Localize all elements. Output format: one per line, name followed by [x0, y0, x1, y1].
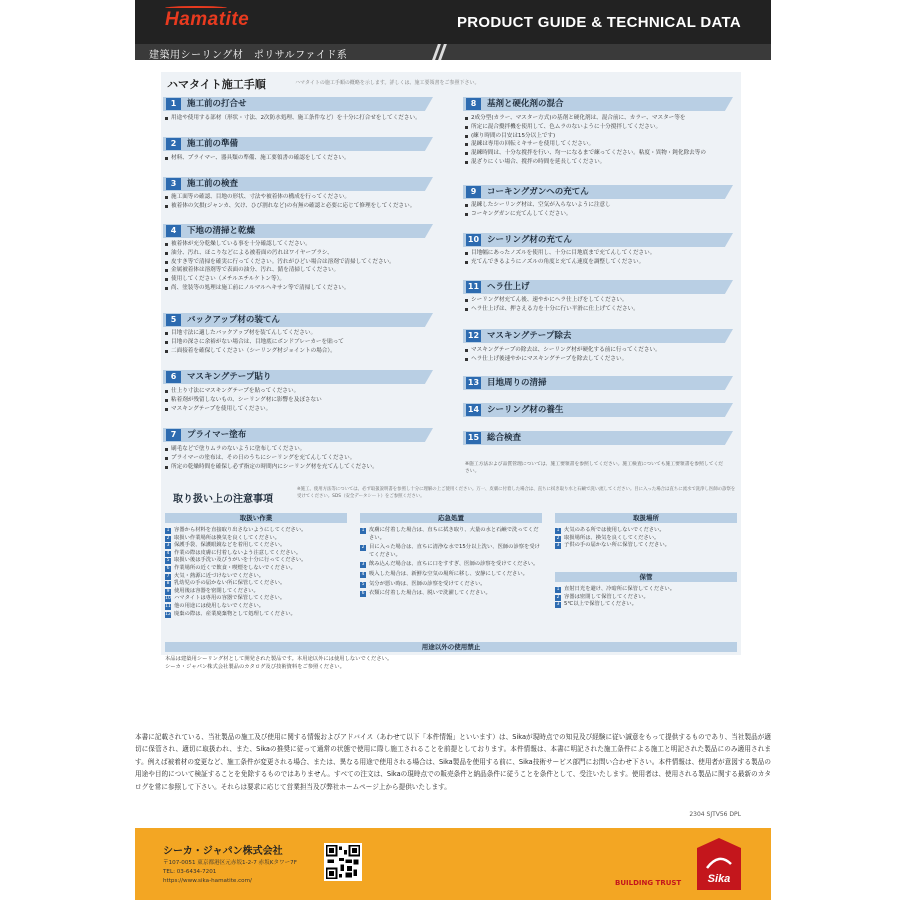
list-item — [165, 580, 347, 588]
step-number: 7 — [166, 429, 181, 441]
list-item-text: 取扱場所は、換気を良くしてください。 — [564, 534, 660, 541]
list-item-text: 衣類に付着した場合は、脱いで洗濯してください。 — [369, 590, 491, 597]
list-item-text: 使用後は容器を密閉してください。 — [174, 587, 259, 594]
step-number: 12 — [467, 331, 480, 340]
footer-tel: TEL: 03-6434-7201 — [163, 869, 217, 875]
step-text-line: 尚、塗装等の処理は施工前にノルマルヘキサン等で清掃してください。 — [165, 284, 440, 293]
handling-col-storage-head: 保管 — [555, 572, 737, 582]
list-item-text: 乳幼児の手の届かない所に保管してください。 — [174, 580, 286, 587]
step-text-line: コーキングガンに充てんしてください。 — [465, 210, 740, 219]
step-text-line: (練り時間の目安は15分以上です) — [465, 132, 740, 141]
list-item-number: 1 — [556, 528, 560, 533]
list-item-text: 容器は密閉して保管してください。 — [564, 593, 649, 600]
step-10-header — [463, 233, 733, 247]
list-item — [165, 542, 347, 550]
step-text-line: 材料、プライマー、器具類の準備、施工要領書の確認をしてください。 — [165, 154, 440, 163]
list-item-number: 4 — [166, 550, 170, 556]
step-1-text — [165, 114, 440, 123]
step-text-line: 油分、汚れ、ほこりなどによる被着面の汚れはワイヤーブラシ、 — [165, 249, 440, 258]
step-text-line: 混練は専用の回転ミキサーを使用してください。 — [465, 140, 740, 149]
list-item-number: 2 — [361, 545, 365, 551]
step-3-text — [165, 193, 440, 211]
step-number: 9 — [466, 186, 481, 198]
step-label: 下地の清掃と乾燥 — [187, 226, 256, 236]
step-11-text — [465, 296, 740, 314]
list-item-text: 廃棄の際は、産業廃棄物として処理してください。 — [174, 610, 296, 617]
step-label: 施工前の準備 — [187, 139, 239, 149]
step-text-line: 混練時間は、十分な撹拌を行い、均一になるまで練ってください。粘度・異物・鈍化除去等の — [465, 149, 740, 158]
step-label: 基剤と硬化剤の混合 — [487, 99, 564, 109]
step-label: 施工前の検査 — [187, 179, 239, 189]
list-item — [555, 527, 737, 535]
step-text-line: 仕上り寸法にマスキングテープを貼ってください。 — [165, 387, 440, 396]
list-item-number: 3 — [361, 562, 365, 568]
step-6-header — [163, 370, 433, 384]
building-trust-slogan: BUILDING TRUST — [615, 879, 682, 887]
step-text-line: 充てんできるようにノズルの角度と充てん速度を調整してください。 — [465, 258, 740, 267]
step-8-header — [463, 97, 733, 111]
step-12-header — [463, 329, 733, 343]
handling-col-firstaid-head: 応急処置 — [360, 513, 542, 523]
step-4-header — [163, 224, 433, 238]
step-6-text — [165, 387, 440, 413]
step-number: 3 — [166, 178, 181, 190]
step-label: シーリング材の充てん — [487, 235, 572, 245]
step-text-line: 粘着剤が残留しないもの、シーリング材に影響を及ぼさない — [165, 396, 440, 405]
step-11-header — [463, 280, 733, 294]
step-text-line: ヘラ仕上げ後速やかにマスキングテープを除去してください。 — [465, 355, 740, 364]
step-text-line: 金属被着体は溶剤等で表面の油分、汚れ、錆を清掃してください。 — [165, 266, 440, 275]
step-number: 5 — [166, 314, 181, 326]
step-text-line: 用途や使用する部材（形状・寸法、2次防水処理、施工条件など）を十分に打合せをしてください。 — [165, 114, 440, 123]
step-3-header — [163, 177, 433, 191]
list-item — [360, 561, 542, 569]
list-item — [555, 586, 737, 594]
list-item-text: 子供の手の届かない所に保管してください。 — [564, 542, 670, 549]
step-label: バックアップ材の装てん — [187, 315, 280, 325]
step-text-line: 目地寸法に適したバックアップ材を装てんしてください。 — [165, 329, 440, 338]
step-label: 総合検査 — [487, 433, 522, 443]
step-text-line: プライマーの塗布は、その日のうちにシーリングを充てんしてください。 — [165, 454, 440, 463]
step-1-header — [163, 97, 433, 111]
list-item-number: 9 — [166, 588, 170, 594]
list-item — [555, 542, 737, 550]
list-item-text: 目に入った場合は、直ちに清浄な水で15分以上洗い、医師の診察を受けてください。 — [369, 544, 540, 558]
hamatite-logo: Hamatite — [165, 9, 250, 30]
list-item-text: 作業の際は皮膚に付着しないよう注意してください。 — [174, 549, 302, 556]
list-item-number: 10 — [165, 596, 171, 602]
step-4-text — [165, 240, 440, 293]
list-item-text: 吸入した場合は、新鮮な空気の場所に移し、安静にしてください。 — [369, 570, 528, 577]
step-text-line: 所定に混合攪拌機を使用して、色ムラのないように十分撹拌してください。 — [465, 123, 740, 132]
step-number: 13 — [467, 378, 480, 387]
list-item — [360, 527, 542, 542]
handling-storage-list — [555, 586, 737, 609]
step-text-line: 二面接着を確保してください（シーリング材ジョイントの場合）。 — [165, 347, 440, 356]
list-item-text: 保護手袋、保護眼鏡などを着用してください。 — [174, 542, 286, 549]
list-item-text: 火気・熱源に近づけないでください。 — [174, 572, 265, 579]
step-label: 施工前の打合せ — [187, 99, 247, 109]
step-text-line: 目地の深さに余裕がない場合は、目地底にボンドブレーカーを貼って — [165, 338, 440, 347]
legal-disclaimer: 本書に記載されている、当社製品の施工及び使用に関する情報およびアドバイス（あわせて以下「本件情報」といいます）は、Sikaが現時点での知見及び経験に従い誠意をもって提供するものであり、当社製品が適切に保管され、適切に取扱われ、また、Sikaの推奨に従って通常の状態で使用に際し施工されることを前提としております。本件情報は、本書に明記された施工条件による施工と明記された製品にのみ適用されます。例えば被着材の変更など、施工条件が変更される場合、または、異なる用途で使用される場合は、Sika製品を使用する前に、Sika技術サービス部門にお問い合わせ下さい。本件情報は、使用者が意図する製品の用途や目的について検証することを免除するものではありません。すべての注文は、Sikaの現時点での販売条件と納品条件に従うことを条件として、受注いたします。使用者は、使用される製品に関する最新のカタログを常に参照して下さい。それらは要求に応じて営業担当及び弊社ホームページ上から提供いたします。 — [135, 733, 771, 791]
footer-url[interactable]: https://www.sika-hamatite.com/ — [163, 878, 252, 884]
list-item-text: ハマタイトは専用の容器で保管してください。 — [174, 595, 286, 602]
list-item-text: 飲み込んだ場合は、直ちに口をすすぎ、医師の診察を受けてください。 — [369, 561, 539, 568]
list-item — [165, 527, 347, 535]
handling-col-work-head: 取扱い作業 — [165, 513, 347, 523]
handling-col-place-head: 取扱場所 — [555, 513, 737, 523]
step-number: 11 — [467, 282, 480, 291]
steps-note: ※施工方法および品質管理については、施工要領書を参照してください。施工検査についても施工要領書を参照してください。 — [465, 462, 724, 474]
list-item — [165, 595, 347, 603]
step-14-header — [463, 403, 733, 417]
step-9-header — [463, 185, 733, 199]
step-number: 4 — [166, 225, 181, 237]
sika-logo-text: Sika — [707, 873, 731, 885]
list-item-text: 取扱い後は手洗い及びうがいを十分に行ってください。 — [174, 557, 307, 564]
list-item — [165, 557, 347, 565]
step-5-header — [163, 313, 433, 327]
list-item-number: 5 — [166, 558, 170, 564]
list-item — [165, 603, 347, 611]
step-text-line: 2成分型(カラー、マスター方式)の基剤と硬化剤は、混合前に、カラー、マスター等を — [465, 114, 740, 123]
handling-title: 取り扱い上の注意事項 — [173, 494, 273, 505]
procedure-note: ハマタイトの施工手順の概略を示します。詳しくは、施工要領書をご参照下さい。 — [295, 80, 480, 86]
list-item-text: 取扱い作業場所は換気を良くしてください。 — [174, 534, 280, 541]
step-label: シーリング材の養生 — [487, 405, 564, 415]
step-number: 1 — [166, 98, 181, 110]
step-7-text — [165, 445, 440, 471]
step-text-line: 混ざりにくい場合、撹拌の時間を延長してください。 — [465, 158, 740, 167]
step-text-line: 被着体が充分乾燥している事を十分確認してください。 — [165, 240, 440, 249]
procedure-title: ハマタイト施工手順 — [167, 78, 266, 91]
step-text-line: 刷毛などで塗りムラのないように塗布してください。 — [165, 445, 440, 454]
list-item — [165, 611, 347, 619]
list-item-text: 5℃以上で保管してください。 — [564, 601, 637, 608]
step-text-line: 施工面等の確認、目地の形状、寸法や被着体の構成を行ってください。 — [165, 193, 440, 202]
forbidden-text — [165, 656, 737, 671]
step-text-line: 混練したシーリング材は、空気が入らないように注意し — [465, 201, 740, 210]
step-12-text — [465, 346, 740, 364]
forbidden-line: 本品は建築用シーリング材として開発された製品です。本用途以外には使用しないでください。 — [165, 656, 393, 662]
step-number: 15 — [467, 433, 480, 442]
step-13-header — [463, 376, 733, 390]
step-text-line: マスキングテープの除去は、シーリング材が硬化する前に行ってください。 — [465, 346, 740, 355]
handling-note: ※施工、使用方法等については、必ず取扱説明書を参照し十分に理解の上ご使用ください。万一、皮膚に付着した場合は、直ちに拭き取り水と石鹸で洗い流してください。目に入った場合は直ちに流水で洗浄し医師の診察を受けてください。SDS（安全データシート）をご参照ください。 — [297, 487, 736, 499]
step-9-text — [465, 201, 740, 219]
list-item — [360, 581, 542, 589]
step-text-line: 被着体の欠損(ジャンカ、欠け、ひび割れなど)の有無の確認と必要に応じて修理をしてください。 — [165, 202, 440, 211]
handling-place-list — [555, 527, 737, 550]
step-text-line: 使用してください（メチルエチルケトン等）。 — [165, 275, 440, 284]
list-item-number: 1 — [556, 587, 560, 592]
handling-work-list — [165, 527, 347, 618]
handling-firstaid-list — [360, 527, 542, 600]
list-item-number: 11 — [165, 603, 171, 609]
step-8-text — [465, 114, 740, 167]
step-15-header — [463, 431, 733, 445]
list-item-text: 気分が悪い時は、医師の診察を受けてください。 — [369, 580, 486, 587]
step-text-line: 所定の乾燥時間を確保し必ず指定の時間内にシーリング材を充てんしてください。 — [165, 463, 440, 472]
list-item — [165, 565, 347, 573]
list-item-text: 皮膚に付着した場合は、直ちに拭き取り、大量の水と石鹸で洗ってください。 — [369, 527, 539, 541]
list-item-number: 2 — [556, 535, 560, 541]
forbidden-line: シーカ・ジャパン株式会社製品のカタログ及び技術資料をご参照ください。 — [165, 663, 345, 670]
list-item-text: 他の用途には使用しないでください。 — [174, 602, 265, 609]
list-item-number: 7 — [166, 573, 170, 579]
subtitle: 建築用シーリング材 ポリサルファイド系 — [149, 50, 348, 61]
sika-logo-icon — [697, 838, 741, 890]
list-item-number: 6 — [361, 591, 365, 597]
step-number: 2 — [166, 138, 181, 150]
step-label: コーキングガンへの充てん — [487, 187, 589, 197]
list-item-text: 直射日光を避け、冷暗所に保管してください。 — [564, 586, 676, 592]
step-text-line: ヘラ仕上げは、押さえる力を十分に行い平滑に仕上げてください。 — [465, 305, 740, 314]
step-label: プライマー塗布 — [187, 430, 247, 440]
footer-address: 〒107-0051 東京都港区元赤坂1-2-7 赤坂Kタワー7F — [163, 860, 297, 866]
list-item-text: 容器から材料を直接取り出さないようにしてください。 — [174, 527, 307, 533]
step-text-line: シーリング材充てん後、速やかにヘラ仕上げをしてください。 — [465, 296, 740, 305]
list-item-text: 火気のある所では使用しないでください。 — [564, 527, 665, 533]
list-item-number: 4 — [361, 571, 365, 577]
list-item-number: 2 — [556, 594, 560, 600]
step-number: 14 — [467, 405, 480, 414]
list-item-number: 6 — [166, 565, 170, 571]
step-number: 10 — [467, 235, 480, 244]
list-item-number: 3 — [556, 602, 560, 608]
step-number: 6 — [166, 371, 181, 383]
list-item-text: 作業場所の近くで飲食・喫煙をしないでください。 — [174, 564, 296, 571]
step-5-text — [165, 329, 440, 355]
list-item-number: 5 — [361, 581, 365, 587]
list-item-number: 2 — [166, 535, 170, 541]
step-text-line: マスキングテープを使用してください。 — [165, 405, 440, 414]
list-item-number: 1 — [361, 528, 365, 533]
step-10-text — [465, 249, 740, 267]
list-item-number: 12 — [165, 611, 171, 617]
step-text-line: 目地幅にあったノズルを使用し、十分に目地底まで充てんしてください。 — [465, 249, 740, 258]
list-item — [360, 571, 542, 579]
list-item-number: 3 — [556, 543, 560, 549]
step-text-line: 皮すき等で清掃を確実に行ってください。汚れがひどい場合は溶剤で清掃してください。 — [165, 258, 440, 267]
product-guide-page — [135, 0, 771, 900]
step-label: 目地周りの清掃 — [487, 378, 547, 388]
step-7-header — [163, 428, 433, 442]
list-item — [360, 544, 542, 559]
list-item-number: 8 — [166, 581, 170, 587]
step-label: マスキングテープ貼り — [187, 372, 272, 382]
footer-company: シーカ・ジャパン株式会社 — [163, 846, 283, 857]
step-2-text — [165, 154, 440, 163]
list-item — [360, 590, 542, 598]
document-code: 2304 SJTV56 DPL — [689, 811, 741, 818]
step-number: 8 — [466, 98, 481, 110]
list-item-number: 1 — [166, 528, 170, 533]
forbidden-head: 用途以外の使用禁止 — [165, 642, 737, 652]
list-item-number: 3 — [166, 543, 170, 549]
step-2-header — [163, 137, 433, 151]
footer-address-block — [163, 859, 297, 886]
step-label: ヘラ仕上げ — [487, 282, 530, 292]
step-label: マスキングテープ除去 — [487, 331, 572, 341]
list-item — [555, 601, 737, 609]
qr-code-icon[interactable] — [324, 843, 362, 881]
page-title: PRODUCT GUIDE & TECHNICAL DATA — [457, 14, 741, 31]
